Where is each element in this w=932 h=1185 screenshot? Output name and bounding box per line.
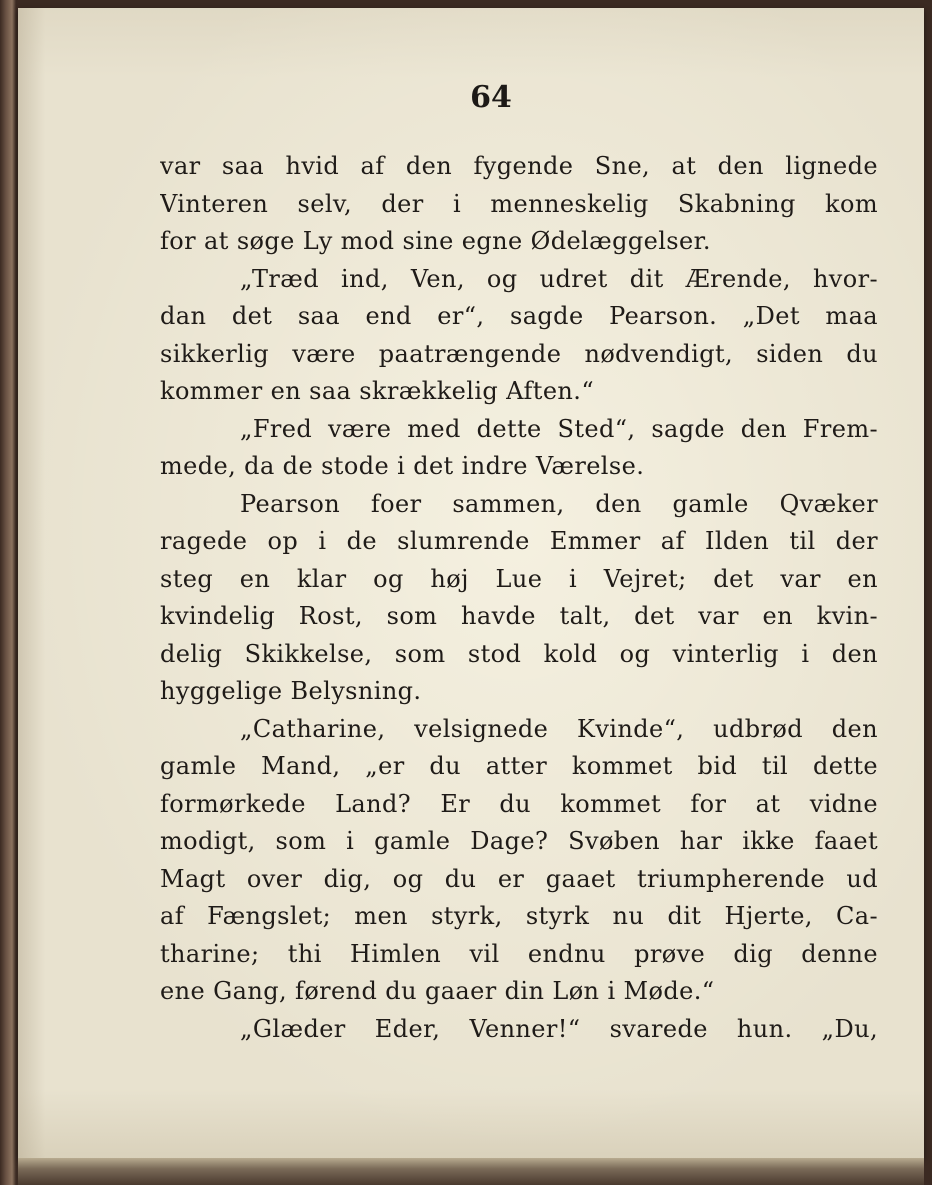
text-line: var saa hvid af den fygende Sne, at den lignede: [160, 152, 878, 180]
text-line: „Catharine, velsignede Kvinde“, udbrød den: [240, 714, 878, 743]
text-line: for at søge Ly mod sine egne Ødelæggelser.: [160, 227, 711, 255]
text-line: steg en klar og høj Lue i Vejret; det var en: [160, 564, 878, 593]
text-line: formørkede Land? Er du kommet for at vidne: [160, 789, 878, 818]
text-line: dan det saa end er“, sagde Pearson. „Det maa: [160, 302, 878, 330]
text-line: hyggelige Belysning.: [160, 677, 422, 705]
text-line: „Træd ind, Ven, og udret dit Ærende, hvor-: [240, 264, 878, 293]
text-line: kvindelig Rost, som havde talt, det var en kvin-: [160, 602, 878, 630]
text-line: mede, da de stode i det indre Værelse.: [160, 452, 645, 480]
text-line: „Glæder Eder, Venner!“ svarede hun. „Du,: [240, 1014, 878, 1043]
text-line: ragede op i de slumrende Emmer af Ilden til der: [160, 527, 878, 555]
text-line: ene Gang, førend du gaaer din Løn i Møde.“: [160, 977, 715, 1005]
body-text: [160, 148, 878, 1048]
page-bottom-edge: [18, 1158, 924, 1185]
text-line: kommer en saa skrækkelig Aften.“: [160, 377, 594, 405]
page-number: 64: [470, 80, 512, 115]
text-line: Pearson foer sammen, den gamle Qvæker: [240, 489, 878, 518]
text-line: gamle Mand, „er du atter kommet bid til dette: [160, 752, 878, 780]
text-line: Magt over dig, og du er gaaet triumpherende ud: [160, 864, 878, 893]
text-line: af Fængslet; men styrk, styrk nu dit Hjerte, Ca-: [160, 902, 878, 930]
text-line: delig Skikkelse, som stod kold og vinterlig i den: [160, 639, 878, 668]
text-line: Vinteren selv, der i menneskelig Skabning kom: [160, 189, 878, 218]
page-paper: [18, 8, 924, 1158]
text-line: tharine; thi Himlen vil endnu prøve dig denne: [160, 939, 878, 968]
text-line: „Fred være med dette Sted“, sagde den Frem-: [240, 414, 878, 443]
text-line: modigt, som i gamle Dage? Svøben har ikke faaet: [160, 827, 878, 855]
text-line: sikkerlig være paatrængende nødvendigt, siden du: [160, 339, 878, 368]
